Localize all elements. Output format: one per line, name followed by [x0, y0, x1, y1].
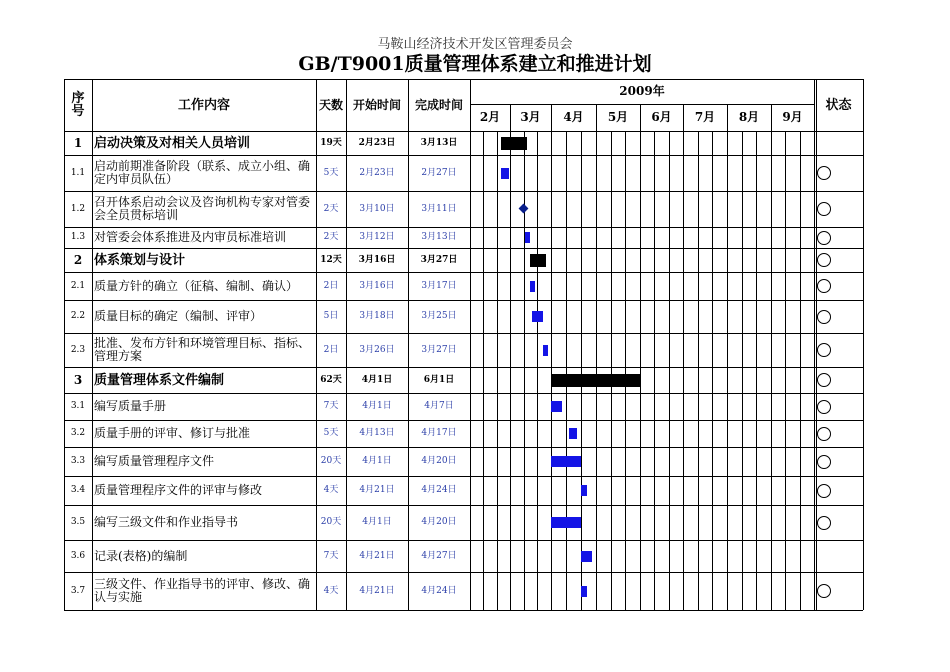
row-number: 3 [73, 372, 83, 387]
organization-subtitle: 马鞍山经济技术开发区管理委员会 [377, 37, 573, 52]
month-border [640, 104, 641, 610]
row-border [64, 300, 863, 301]
status-circle-icon[interactable] [817, 400, 831, 414]
header-bottom-border [64, 131, 863, 132]
task-days: 20天 [320, 517, 342, 527]
task-start: 4月1日 [361, 374, 393, 385]
status-circle-icon[interactable] [817, 484, 831, 498]
week-gridline [742, 131, 743, 610]
month-border [596, 104, 597, 610]
status-circle-icon[interactable] [817, 584, 831, 598]
task-end: 4月24日 [421, 585, 457, 596]
column-border [814, 79, 815, 610]
task-start: 4月13日 [359, 428, 395, 438]
task-name: 批准、发布方针和环境管理目标、指标、管理方案 [94, 336, 311, 363]
task-bar [581, 485, 587, 496]
row-border [64, 272, 863, 273]
task-end: 4月20日 [421, 456, 457, 466]
summary-bar [501, 137, 527, 150]
month-border [727, 104, 728, 610]
row-border [64, 248, 863, 249]
task-days: 5天 [323, 167, 339, 178]
week-gridline [669, 131, 670, 610]
week-gridline [785, 131, 786, 610]
header-status: 状态 [825, 97, 852, 113]
task-name: 体系策划与设计 [94, 252, 186, 268]
status-circle-icon[interactable] [817, 253, 831, 267]
week-gridline [566, 131, 567, 610]
year-month-divider [470, 104, 814, 105]
task-days: 2日 [323, 344, 339, 355]
header-month: 4月 [563, 110, 584, 124]
task-bar [581, 551, 592, 562]
summary-bar [551, 374, 641, 387]
task-name: 召开体系启动会议及咨询机构专家对管委会全员贯标培训 [94, 195, 311, 222]
task-bar [543, 345, 548, 356]
status-circle-icon[interactable] [817, 427, 831, 441]
week-gridline [581, 131, 582, 610]
header-month: 2月 [479, 110, 501, 124]
row-number: 1.1 [70, 167, 86, 178]
week-gridline [756, 131, 757, 610]
row-border [64, 191, 863, 192]
task-start: 3月12日 [359, 232, 395, 242]
task-end: 4月17日 [421, 428, 457, 438]
week-gridline [625, 131, 626, 610]
task-name: 质量方针的确立（征稿、编制、确认） [94, 278, 299, 293]
task-end: 4月7日 [424, 401, 454, 411]
header-month: 3月 [520, 110, 541, 124]
row-border [64, 572, 863, 573]
week-gridline [524, 131, 525, 610]
task-bar [551, 401, 562, 412]
table-top-border [64, 79, 863, 80]
header-month: 6月 [651, 110, 672, 124]
row-border [64, 367, 863, 368]
task-bar [551, 517, 581, 528]
column-border [408, 79, 409, 610]
row-number: 1.2 [70, 203, 86, 214]
row-border [64, 393, 863, 394]
task-end: 4月20日 [421, 517, 457, 527]
row-border [64, 227, 863, 228]
status-circle-icon[interactable] [817, 516, 831, 530]
header-end: 完成时间 [414, 97, 463, 112]
task-bar [551, 456, 581, 467]
column-border [470, 79, 471, 610]
header-month: 5月 [607, 110, 629, 124]
task-start: 2月23日 [358, 137, 396, 148]
row-number: 1 [73, 135, 83, 150]
row-border [64, 476, 863, 477]
task-days: 2天 [323, 232, 339, 242]
row-border [64, 155, 863, 156]
task-start: 4月1日 [362, 456, 392, 466]
task-bar [501, 168, 508, 179]
milestone-diamond [518, 204, 528, 214]
week-gridline [654, 131, 655, 610]
task-name: 编写质量管理程序文件 [94, 454, 215, 468]
row-number: 2 [73, 252, 83, 267]
status-circle-icon[interactable] [817, 455, 831, 469]
task-name: 编写质量手册 [94, 399, 167, 413]
task-days: 7天 [323, 550, 339, 561]
status-circle-icon[interactable] [817, 166, 831, 180]
task-days: 7天 [323, 401, 339, 411]
status-circle-icon[interactable] [817, 373, 831, 387]
task-start: 4月21日 [359, 485, 395, 495]
week-gridline [483, 131, 484, 610]
row-number: 3.1 [70, 401, 86, 411]
month-border [510, 104, 511, 610]
column-border [92, 79, 93, 610]
status-border [816, 79, 817, 610]
row-number: 2.3 [70, 344, 86, 355]
month-border [683, 104, 684, 610]
task-days: 62天 [320, 374, 342, 385]
week-gridline [698, 131, 699, 610]
task-end: 3月13日 [421, 232, 457, 242]
row-number: 2.1 [70, 280, 86, 291]
task-start: 3月26日 [359, 344, 395, 355]
task-start: 3月10日 [359, 203, 395, 214]
column-border [346, 79, 347, 610]
row-border [64, 610, 863, 611]
task-start: 4月1日 [362, 401, 392, 411]
header-days: 天数 [318, 97, 343, 112]
task-bar [581, 586, 587, 597]
header-task: 工作内容 [177, 97, 230, 113]
header-month: 8月 [738, 110, 760, 124]
task-end: 3月13日 [420, 137, 458, 148]
task-name: 质量管理体系文件编制 [94, 372, 225, 388]
header-month: 7月 [694, 110, 716, 124]
header-start: 开始时间 [352, 97, 401, 112]
row-border [64, 447, 863, 448]
task-start: 4月21日 [359, 550, 395, 561]
status-circle-icon[interactable] [817, 231, 831, 245]
status-circle-icon[interactable] [817, 202, 831, 216]
row-number: 3.7 [70, 585, 86, 596]
task-days: 2日 [323, 280, 339, 291]
task-end: 3月17日 [421, 280, 457, 291]
task-end: 4月24日 [421, 485, 457, 495]
row-number: 3.3 [70, 456, 86, 466]
task-end: 3月25日 [421, 311, 457, 321]
task-end: 6月1日 [423, 374, 455, 385]
week-gridline [800, 131, 801, 610]
task-days: 19天 [320, 137, 342, 148]
task-days: 5日 [323, 311, 339, 321]
task-days: 20天 [320, 456, 342, 466]
task-end: 3月11日 [421, 203, 457, 214]
task-name: 质量手册的评审、修订与批准 [94, 426, 251, 440]
task-bar [530, 281, 535, 292]
column-border [64, 79, 65, 610]
task-days: 5天 [323, 428, 339, 438]
row-border [64, 540, 863, 541]
status-circle-icon[interactable] [817, 310, 831, 324]
header-year: 2009年 [619, 84, 665, 98]
task-name: 三级文件、作业指导书的评审、修改、确认与实施 [94, 577, 311, 604]
row-number: 1.3 [70, 232, 86, 242]
task-start: 3月16日 [358, 254, 396, 265]
task-start: 4月1日 [362, 517, 392, 527]
task-start: 3月18日 [359, 311, 395, 321]
week-gridline [537, 131, 538, 610]
task-days: 4天 [323, 485, 339, 495]
task-name: 对管委会体系推进及内审员标准培训 [94, 230, 287, 244]
task-end: 3月27日 [420, 254, 458, 265]
week-gridline [611, 131, 612, 610]
row-number: 3.2 [70, 428, 86, 438]
column-border [863, 79, 864, 610]
task-bar [532, 311, 543, 322]
task-start: 2月23日 [359, 167, 395, 178]
row-border [64, 420, 863, 421]
task-end: 2月27日 [421, 167, 457, 178]
row-border [64, 505, 863, 506]
row-border [64, 333, 863, 334]
row-number: 2.2 [70, 311, 86, 321]
task-name: 记录(表格)的编制 [94, 548, 188, 563]
week-gridline [712, 131, 713, 610]
plan-title: GB/T9001质量管理体系建立和推进计划 [298, 53, 652, 75]
column-border [316, 79, 317, 610]
task-days: 4天 [323, 585, 339, 596]
task-bar [569, 428, 577, 439]
row-number: 3.4 [70, 485, 86, 495]
task-start: 4月21日 [359, 585, 395, 596]
header-seq: 序号 [71, 91, 85, 119]
status-circle-icon[interactable] [817, 343, 831, 357]
task-end: 4月27日 [421, 550, 457, 561]
row-number: 3.6 [70, 550, 86, 561]
task-bar [525, 232, 530, 243]
task-name: 启动前期准备阶段（联系、成立小组、确定内审员队伍） [94, 159, 311, 186]
month-border [771, 104, 772, 610]
task-end: 3月27日 [421, 344, 457, 355]
week-gridline [497, 131, 498, 610]
row-number: 3.5 [70, 517, 86, 527]
month-border [551, 104, 552, 610]
task-name: 编写三级文件和作业指导书 [94, 515, 239, 529]
task-days: 2天 [323, 203, 339, 214]
task-name: 质量管理程序文件的评审与修改 [94, 483, 263, 497]
status-circle-icon[interactable] [817, 279, 831, 293]
task-days: 12天 [320, 254, 342, 265]
summary-bar [530, 254, 546, 267]
task-start: 3月16日 [359, 280, 395, 291]
task-name: 质量目标的确定（编制、评审） [94, 309, 263, 323]
header-month: 9月 [782, 110, 803, 124]
task-name: 启动决策及对相关人员培训 [94, 135, 251, 151]
